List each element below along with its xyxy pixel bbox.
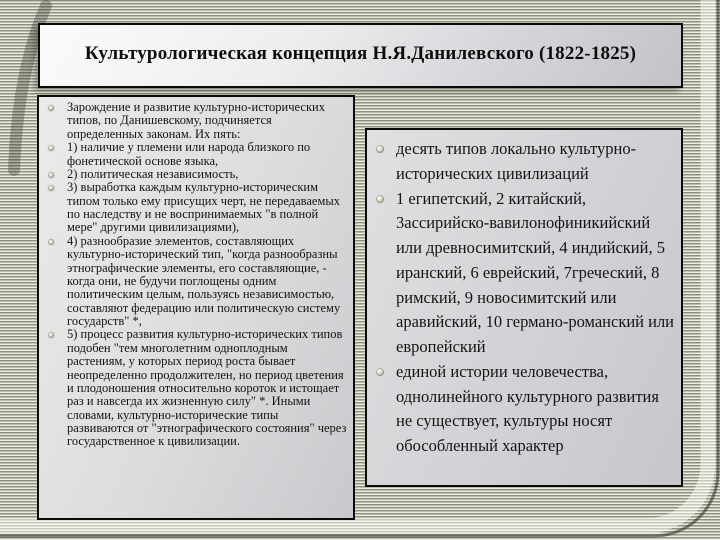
list-item	[45, 101, 348, 141]
list-item	[45, 181, 348, 235]
list-item-text: 5) процесс развития культурно-исторических типов подобен "тем многолетним одноплодным растениям, у которых период роста бывает неопределенно продолжителен, но период цветения и плодоношения относительно короток и истощает раз и навсегда их жизненную силу" *. Иными словами, культурно-исторические типы развиваются от "этнографического состояния" через государственное к цивилизации.	[67, 327, 347, 449]
slide-title-box	[38, 23, 683, 88]
list-item	[45, 141, 348, 168]
list-item	[375, 137, 675, 187]
list-item	[45, 235, 348, 329]
sphere-bullet-icon	[47, 104, 55, 112]
list-item-text: 3) выработка каждым культурно-историческим типом только ему присущих черт, не передаваемых по наследству и не воспринимаемых "в полной мере" другими цивилизациями),	[67, 180, 341, 235]
list-item-text: 1) наличие у племени или народа близкого по фонетической основе языка,	[67, 140, 311, 168]
list-item	[45, 328, 348, 448]
sphere-bullet-icon	[375, 367, 385, 377]
list-item	[375, 360, 675, 459]
sphere-bullet-icon	[47, 171, 55, 179]
list-item	[375, 187, 675, 360]
slide-title: Культурологическая концепция Н.Я.Данилевского (1822-1825)	[84, 42, 637, 64]
list-item-text: 1 египетский, 2 китайский, 3ассирийско-вавилонофиникийский или древносимитский, 4 индийский, 5 иранский, 6 еврейский, 7греческий, 8 римский, 9 новосимитский или аравийский, 10 германо-романский или европейский	[396, 188, 675, 356]
sphere-bullet-icon	[47, 331, 55, 339]
left-text-box	[37, 95, 355, 520]
list-item	[45, 168, 348, 181]
right-text-box	[365, 128, 683, 487]
list-item-text: единой истории человечества, однолинейного культурного развития не существует, культуры носят обособленный характер	[396, 361, 659, 455]
list-item-text: 4) разнообразие элементов, составляющих культурно-исторический тип, "когда разнообразны этнографические элементы, его составляющие, - когда они, не будучи поглощены одним политическим целым, пользуясь независимостью, составляют федерацию или политическую систему государств" *,	[67, 233, 341, 328]
sphere-bullet-icon	[47, 238, 55, 246]
sphere-bullet-icon	[375, 144, 385, 154]
list-item-text: Зарождение и развитие культурно-исторических типов, по Данишевскому, подчиняется определенных законам. Их пять:	[67, 100, 325, 141]
list-item-text: 2) политическая независимость,	[67, 166, 239, 181]
list-item-text: десять типов локально культурно-исторических цивилизаций	[396, 139, 637, 183]
sphere-bullet-icon	[47, 144, 55, 152]
sphere-bullet-icon	[47, 184, 55, 192]
sphere-bullet-icon	[375, 194, 385, 204]
